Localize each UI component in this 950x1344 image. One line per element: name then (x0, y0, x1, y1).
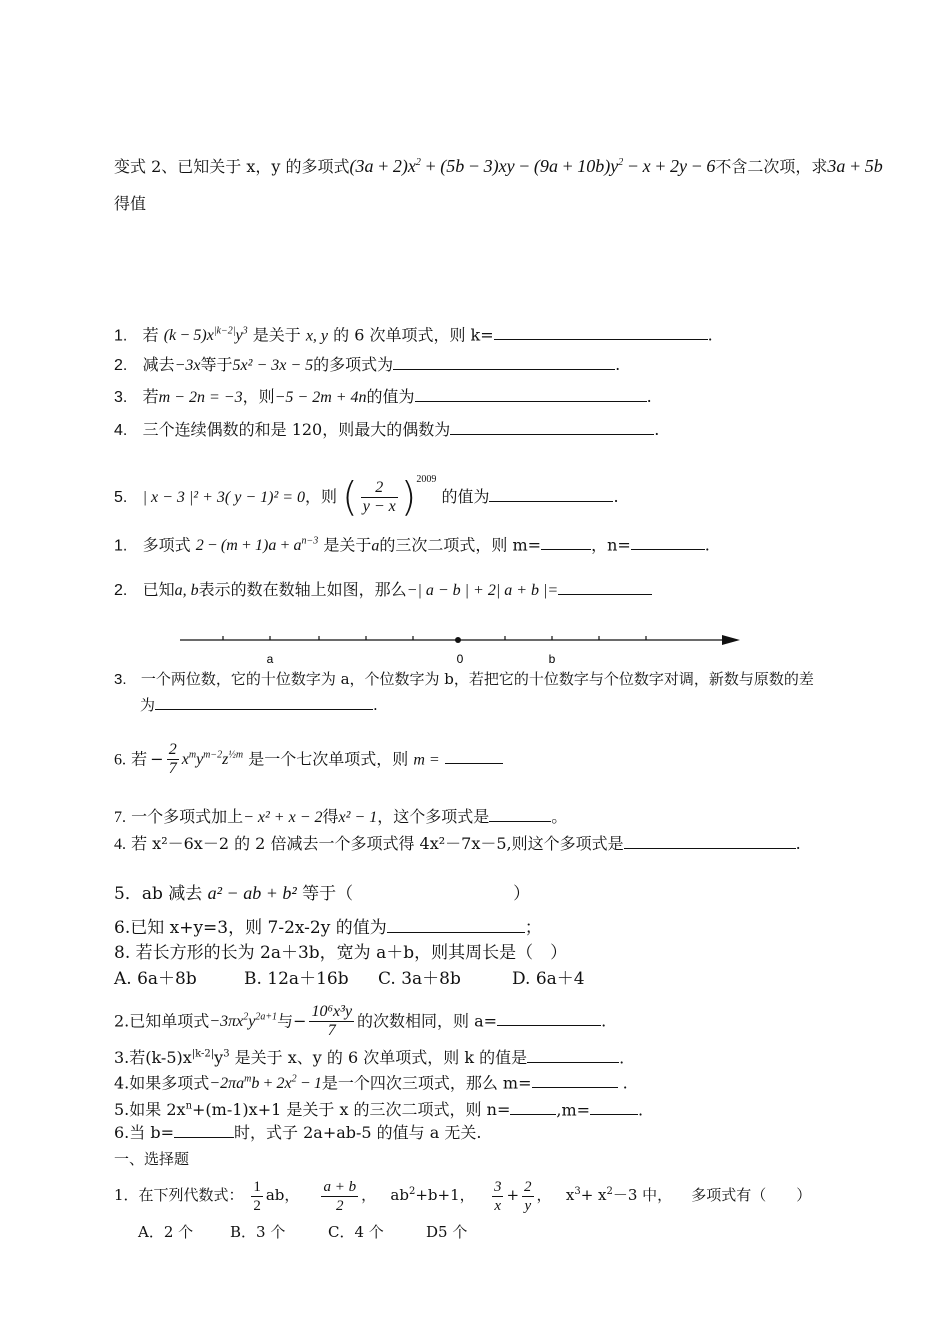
fraction: $\frac{2}{y}$ (524, 1178, 532, 1214)
label-a: a (266, 652, 274, 666)
block-2: 2.已知单项式$-3\pi x^2y^{2a+1}$与− $\frac{\text{10⁶x³y}}{7}$ 的次数相同，则 a= . (114, 1003, 607, 1040)
fraction: $\frac{\text{10⁶x³y}}{7}$ (311, 1003, 353, 1040)
label-0: 0 (456, 652, 464, 666)
block-2-expr1: $-3\pi x^2y^{2a+1}$ (209, 1012, 278, 1031)
block-5-text: 5.如果 $2x^n+(m-1)x+1$ 是关于 x 的三次二项式，则 n= (114, 1100, 511, 1120)
q4: 4. 若 x²－6x－2 的 2 倍减去一个多项式得 4x²－7x－5,则这个多项式是 . (114, 834, 801, 853)
q3-line2: 为 . (140, 696, 378, 714)
answer-blank[interactable] (489, 807, 551, 822)
answer-blank[interactable] (155, 695, 373, 710)
block-3-text: 3.若$(k-5)x^{|k-2|}y^3$ 是关于 x、y 的 6 次单项式，则 k 的值是 (114, 1048, 528, 1068)
mc1: 1．在下列代数式： $\frac{1}{2}$ ab， $\frac{a + b}{2}$ ， $ab^2+b+1$， $\frac{3}{x}$ + $\frac{2}{y}$ ， $x^3+ x^2-3$ 中， 多项式有（ ） (114, 1178, 812, 1214)
q6: 6. 若 − $\frac{2}{7}$ $x^my^{m-2}z^{\frac{1}{2}m}$ 是一个七次单项式，则 m = (114, 734, 503, 782)
fraction: $\frac{1}{2}$ (253, 1178, 261, 1214)
block-5: 5.如果 $2x^n+(m-1)x+1$ 是关于 x 的三次二项式，则 n= ,m= . (114, 1100, 644, 1120)
mc1-options (138, 1222, 467, 1242)
section-heading: 一、选择题 (114, 1150, 190, 1168)
q6-expr: $x^my^{m-2}z^{\frac{1}{2}m}$ (181, 750, 244, 769)
option-d[interactable]: D. 6a＋4 (512, 969, 585, 989)
q8-options (114, 969, 585, 989)
answer-blank[interactable] (541, 535, 591, 550)
mc1-item5: $x^3+ x^2-3$ 中， (565, 1186, 673, 1204)
answer-blank[interactable] (497, 1011, 601, 1026)
option-c[interactable]: C. 3a＋8b (378, 969, 461, 989)
option-a[interactable]: A. 6a＋8b (114, 969, 197, 989)
answer-blank[interactable] (631, 535, 705, 550)
variant2-target: 3a + 5b (827, 156, 883, 176)
q7: 7. 一个多项式加上− x² + x − 2得x² − 1，这个多项式是 。 (114, 807, 568, 826)
arrow-icon (722, 635, 740, 645)
fill-a-4: 4. 三个连续偶数的和是 120，则最大的偶数为 . (114, 420, 660, 439)
option-b[interactable]: B．3 个 (230, 1223, 286, 1241)
fraction: $\frac{3}{x}$ (493, 1178, 502, 1214)
answer-blank[interactable] (494, 325, 708, 340)
q5: 5．ab 减去 a² − ab + b² 等于（ ） (114, 883, 531, 904)
q3-line1: 3. 一个两位数，它的十位数字为 a，个位数字为 b，若把它的十位数字与个位数字对调，新数与原数的差 (114, 670, 814, 688)
fill-a-1: 1. 若 $(k - 5)x^{|k-2|}y^3$ 是关于 x, y 的 6 次单项式，则 k= . (114, 325, 713, 345)
block-3: 3.若$(k-5)x^{|k-2|}y^3$ 是关于 x、y 的 6 次单项式，则 k 的值是 . (114, 1048, 625, 1068)
mc1-item3: $ab^2+b+1$， (390, 1186, 475, 1204)
fill-a-2: 2. 减去−3x等于5x² − 3x − 5的多项式为 . (114, 355, 621, 374)
answer-blank[interactable] (532, 1073, 618, 1088)
option-b[interactable]: B. 12a＋16b (244, 969, 349, 989)
answer-blank[interactable] (450, 420, 654, 435)
origin-dot (455, 637, 461, 643)
fill-b-1-expr: $2 - (m + 1)a + a^{n-3}$ (195, 536, 319, 555)
fraction: $\frac{a + b}{2}$ (323, 1178, 357, 1214)
label-b: b (548, 652, 556, 666)
variant2-mid: 不含二次项，求 (715, 157, 828, 176)
answer-blank[interactable] (590, 1100, 638, 1115)
block-4: 4.如果多项式$-2\pi a^mb + 2x^2 - 1$是一个四次三项式，那么 m= . (114, 1073, 628, 1093)
variant2-line2: 得值 (114, 194, 147, 213)
answer-blank[interactable] (415, 387, 647, 402)
fill-a-5: 5. | x − 3 |² + 3( y − 1)² = 0，则 ( $\frac{2}{y - x}$ )$^{2009}$ 的值为 . (114, 474, 619, 521)
variant2-expr: $(3a + 2)x^2 + (5b - 3)xy - (9a + 10b)y^2 - x + 2y - 6$ (349, 156, 716, 176)
answer-blank[interactable] (624, 834, 796, 849)
option-a[interactable]: A．2 个 (138, 1223, 194, 1241)
option-c[interactable]: C．4 个 (328, 1223, 384, 1241)
block-6: 6.当 b= 时，式子 2a+ab-5 的值与 a 无关. (114, 1123, 482, 1142)
answer-blank[interactable] (393, 355, 615, 370)
variant2-prefix: 变式 2、已知关于 x，y 的多项式 (114, 157, 350, 176)
answer-blank[interactable] (174, 1123, 234, 1138)
answer-blank[interactable] (527, 1048, 619, 1063)
q6b: 6.已知 x+y=3，则 7-2x-2y 的值为 ； (114, 918, 542, 938)
variant2-line1 (114, 153, 883, 177)
fill-a-3: 3. 若m − 2n = −3，则−5 − 2m + 4n的值为 . (114, 387, 652, 406)
fraction: $\frac{2}{y - x}$ (362, 479, 396, 515)
answer-blank[interactable] (445, 749, 503, 764)
fill-a-1-expr: $(k - 5)x^{|k-2|}y^3$ (163, 326, 248, 345)
mc1-item1: ab， (265, 1186, 300, 1204)
option-d[interactable]: D5 个 (426, 1223, 468, 1241)
fill-b-2: 2. 已知a, b表示的数在数轴上如图，那么−| a − b | + 2| a + b |= (114, 580, 652, 601)
answer-blank[interactable] (387, 918, 525, 933)
block-4-expr: $-2\pi a^mb + 2x^2 - 1$ (209, 1074, 322, 1093)
fraction: $\frac{2}{7}$ (168, 741, 177, 778)
number-line (178, 628, 744, 670)
q8: 8. 若长方形的长为 2a＋3b，宽为 a＋b，则其周长是（ ） (114, 943, 568, 963)
answer-blank[interactable] (558, 580, 652, 595)
answer-blank[interactable] (489, 487, 613, 502)
fill-b-1: 1. 多项式 $2 - (m + 1)a + a^{n-3}$ 是关于a的三次二项式，则 m= ，n= . (114, 535, 710, 555)
answer-blank[interactable] (510, 1100, 556, 1115)
